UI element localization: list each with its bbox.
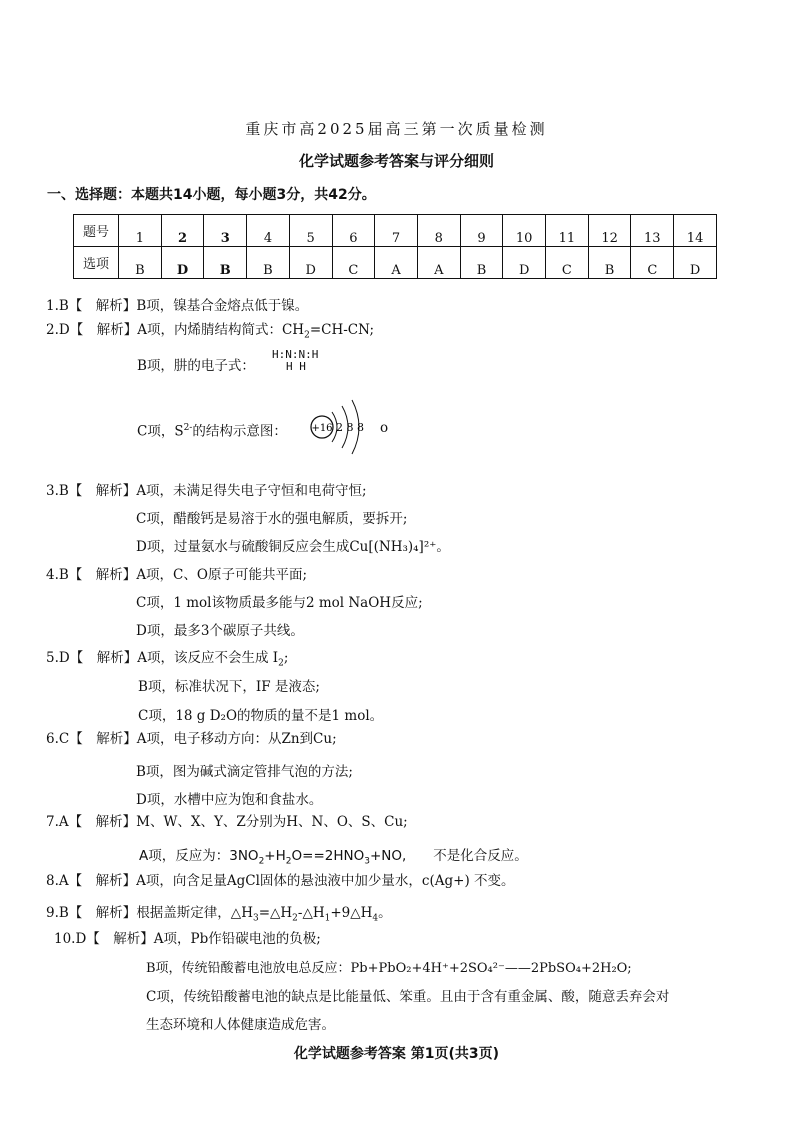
- q2-lewis-structure: [272, 349, 318, 373]
- q2-a-post: =CH-CN;: [309, 322, 374, 338]
- q3-a: A项，未满足得失电子守恒和电荷守恒;: [136, 483, 367, 499]
- q5-line-b: B项，标准状况下，IF 是液态;: [138, 679, 320, 695]
- q6-a: A项，电子移动方向：从Zn到Cu;: [136, 731, 337, 747]
- q5-a-pre: A项，该反应不会生成 I: [137, 650, 279, 666]
- table-cell: B: [460, 247, 503, 279]
- q3-line-c: C项，醋酸钙是易溶于水的强电解质，要拆开;: [136, 511, 408, 527]
- table-cell: B: [119, 247, 162, 279]
- page-subtitle: 化学试题参考答案与评分细则: [298, 152, 494, 170]
- nucleus-label: +16: [311, 423, 333, 434]
- q7-s1: 2: [258, 856, 265, 867]
- q7-a-mid1: +H: [264, 848, 286, 864]
- lewis-top-row: H:N:N:H: [272, 348, 319, 361]
- q3-line-d: D项，过量氨水与硫酸铜反应会生成Cu[(NH₃)₄]²⁺。: [136, 539, 450, 555]
- table-cell: 1: [119, 215, 162, 247]
- q2-head: 2.D【 解析】: [46, 322, 138, 338]
- table-header-answer: 选项: [74, 247, 119, 279]
- q9-s4: 4: [372, 913, 379, 924]
- q2-a-sub: 2: [304, 330, 310, 341]
- q9-line: [46, 903, 392, 929]
- table-cell: D: [674, 247, 717, 279]
- q7-s3: 3: [364, 856, 370, 867]
- q9-s3: 1: [324, 913, 331, 924]
- q5-a-post: ;: [283, 650, 289, 666]
- table-cell: C: [631, 247, 674, 279]
- q4-line-d: D项，最多3个碳原子共线。: [136, 623, 304, 639]
- q10-a: A项，Pb作铅碳电池的负极;: [153, 931, 321, 947]
- q5-head: 5.D【 解析】: [46, 650, 138, 666]
- table-cell: 12: [588, 215, 631, 247]
- table-cell: D: [503, 247, 546, 279]
- q7-a-post: +NO, 不是化合反应。: [369, 848, 528, 864]
- table-cell: D: [289, 247, 332, 279]
- q5-line-a: [46, 648, 288, 674]
- q7-head: 7.A【 解析】: [46, 814, 137, 830]
- table-cell: C: [546, 247, 589, 279]
- q4-line-c: C项，1 mol该物质最多能与2 mol NaOH反应;: [136, 595, 423, 611]
- q2-c-sup: 2-: [183, 423, 193, 433]
- table-cell: B: [204, 247, 247, 279]
- q1-text: B项，镍基合金熔点低于镍。: [136, 298, 309, 314]
- q8-head: 8.A【 解析】: [46, 873, 137, 889]
- q2-line-a: [46, 320, 374, 346]
- shell-electrons: 2 8 8: [336, 421, 364, 434]
- q4-head: 4.B【 解析】: [46, 567, 137, 583]
- q2-c-pre: C项，S: [137, 423, 184, 440]
- q9-s1: 3: [252, 913, 259, 924]
- lewis-bottom-row: H H: [286, 360, 306, 373]
- q9-head: 9.B【 解析】: [46, 905, 137, 921]
- section-heading: 一、选择题：本题共14小题，每小题3分，共42分。: [47, 187, 376, 203]
- q2-line-c: [137, 418, 287, 442]
- q1-head: 1.B【 解析】: [46, 298, 137, 314]
- table-cell: 8: [417, 215, 460, 247]
- table-cell: 5: [289, 215, 332, 247]
- q1-line: [46, 296, 308, 316]
- q8-line: [46, 871, 515, 891]
- table-cell: 11: [546, 215, 589, 247]
- q6-line-d: D项，水槽中应为饱和食盐水。: [136, 792, 323, 808]
- table-cell: 3: [204, 215, 247, 247]
- table-cell: D: [161, 247, 204, 279]
- table-cell: 6: [332, 215, 375, 247]
- q10-head: 10.D【 解析】: [54, 931, 154, 947]
- q9-pre: 根据盖斯定律，△H: [136, 905, 253, 921]
- q4-line-a: [46, 565, 307, 585]
- page-title: 重庆市高2025届高三第一次质量检测: [245, 120, 548, 138]
- q10-line-b: B项，传统铅酸蓄电池放电总反应：Pb+PbO₂+4H⁺+2SO₄²⁻——2PbSO₄+2H₂O;: [146, 961, 632, 976]
- table-cell: C: [332, 247, 375, 279]
- q7-text: M、W、X、Y、Z分别为H、N、O、S、Cu;: [136, 814, 408, 830]
- table-row-answers: [74, 247, 717, 279]
- q9-post: 。: [378, 905, 392, 921]
- table-cell: A: [417, 247, 460, 279]
- q2-c-post: 的结构示意图：: [192, 423, 287, 440]
- q7-line: [46, 812, 408, 832]
- table-cell: A: [375, 247, 418, 279]
- q6-head: 6.C【 解析】: [46, 731, 137, 747]
- sulfur-ion-diagram: [308, 396, 380, 458]
- q2-tail: o: [380, 420, 389, 436]
- q9-m1: =△H: [258, 905, 293, 921]
- q8-text: A项，向含足量AgCl固体的悬浊液中加少量水，c(Ag+) 不变。: [136, 873, 515, 889]
- table-header-number: 题号: [74, 215, 119, 247]
- table-cell: 7: [375, 215, 418, 247]
- table-cell: B: [588, 247, 631, 279]
- q4-a: A项，C、O原子可能共平面;: [136, 567, 308, 583]
- q10-line-c2: 生态环境和人体健康造成危害。: [146, 1017, 335, 1033]
- q3-head: 3.B【 解析】: [46, 483, 137, 499]
- q5-a-sub: 2: [278, 658, 284, 669]
- q10-line-c1: C项，传统铅酸蓄电池的缺点是比能量低、笨重。且由于含有重金属、酸，随意丢弃会对: [146, 989, 670, 1005]
- table-cell: 9: [460, 215, 503, 247]
- q2-line-b: B项，肼的电子式：: [137, 358, 255, 374]
- q6-line-a: [46, 729, 337, 749]
- q9-m3: +9△H: [330, 905, 373, 921]
- table-cell: 14: [674, 215, 717, 247]
- table-cell: 4: [247, 215, 290, 247]
- q7-a-pre: A项，反应为：3NO: [139, 848, 259, 864]
- q5-line-c: C项，18 g D₂O的物质的量不是1 mol。: [138, 708, 384, 724]
- table-row-numbers: [74, 215, 717, 247]
- q6-line-b: B项，图为碱式滴定管排气泡的方法;: [136, 764, 353, 780]
- answer-table: [73, 214, 717, 279]
- q10-line-a: [54, 929, 321, 949]
- q7-a-mid2: O==2HNO: [291, 848, 365, 864]
- q9-s2: 2: [292, 913, 298, 924]
- table-cell: B: [247, 247, 290, 279]
- q3-line-a: [46, 481, 367, 501]
- table-cell: 2: [161, 215, 204, 247]
- table-cell: 10: [503, 215, 546, 247]
- q7-line-a: [139, 846, 528, 872]
- table-cell: 13: [631, 215, 674, 247]
- page-footer: 化学试题参考答案 第1页(共3页): [293, 1046, 500, 1062]
- q7-s2: 2: [285, 856, 292, 867]
- q2-a-pre: A项，内烯腈结构简式：CH: [137, 322, 305, 338]
- q9-m2: -△H: [297, 905, 325, 921]
